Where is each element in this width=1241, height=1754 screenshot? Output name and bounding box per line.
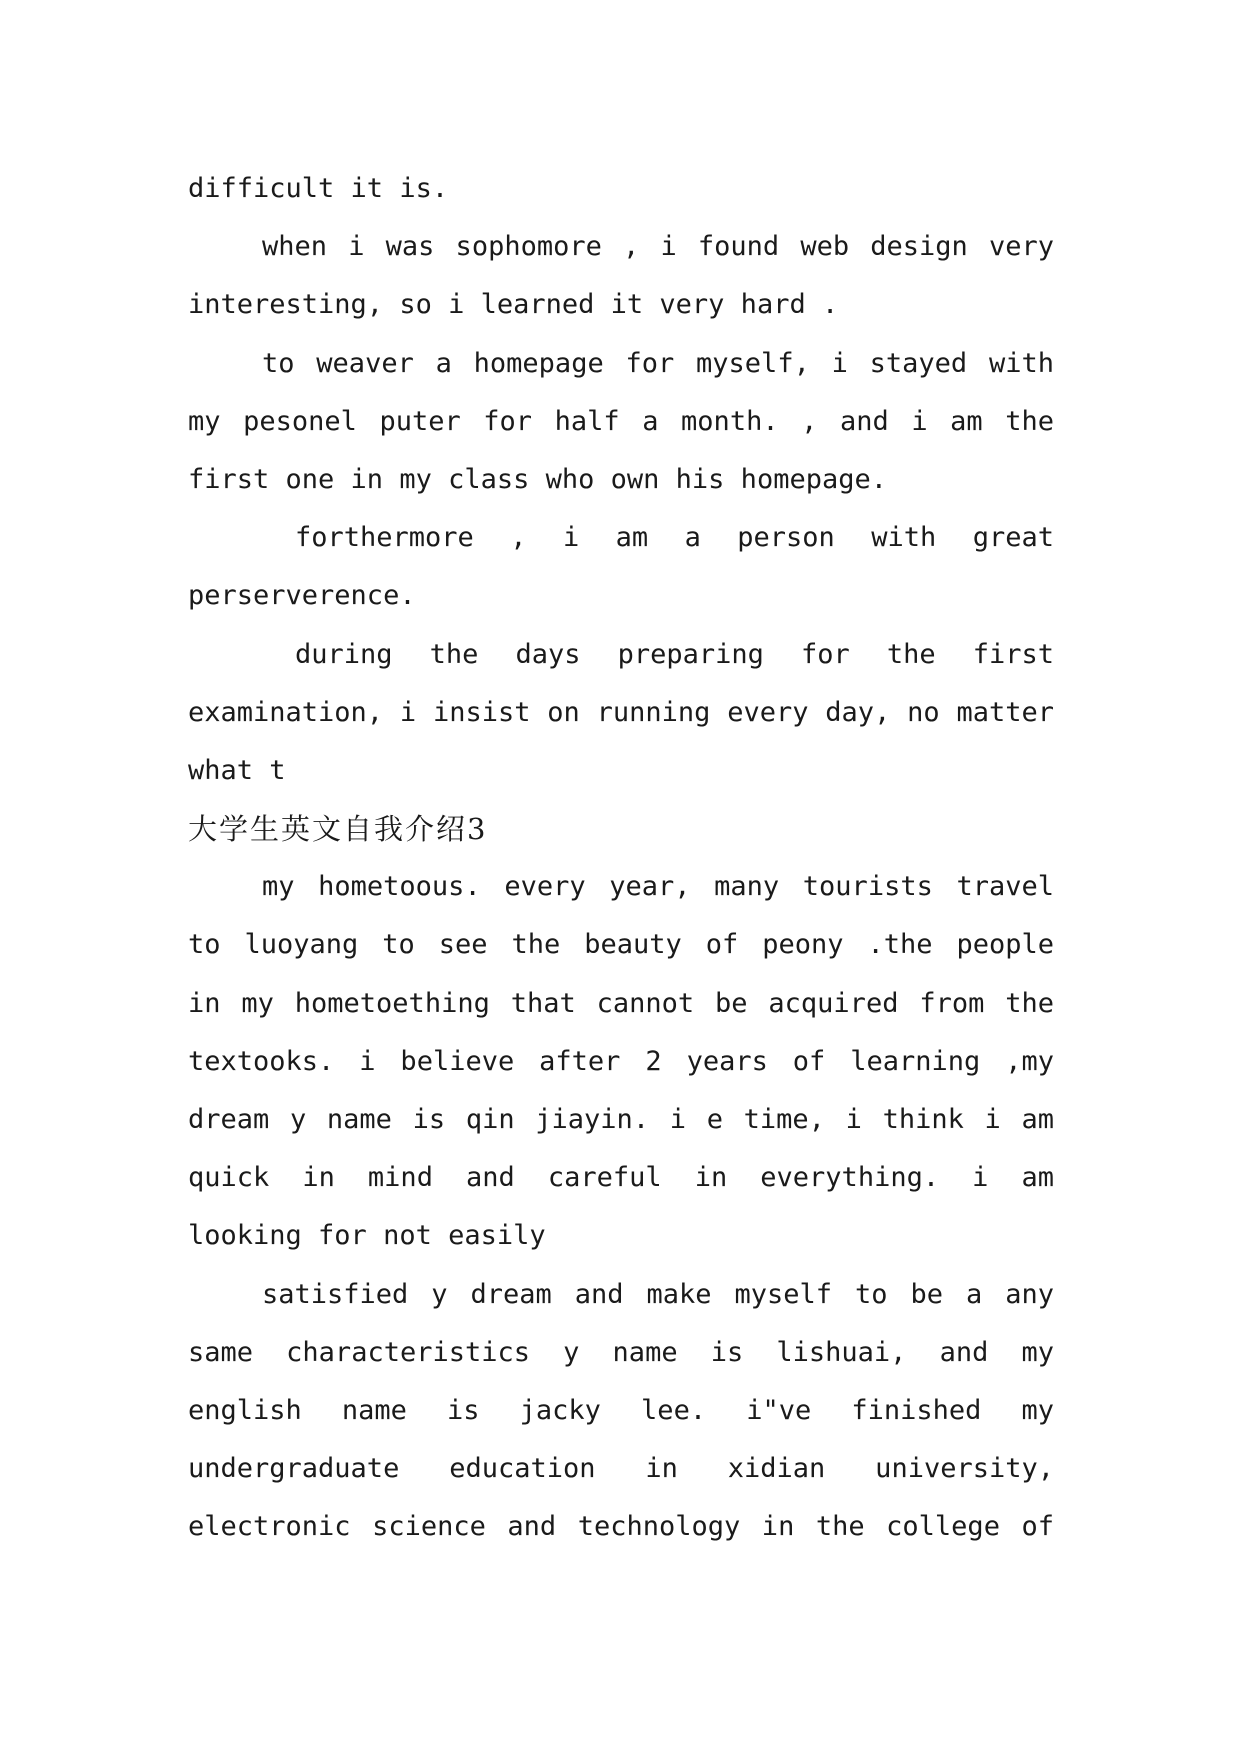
text-line: perserverence. — [188, 580, 416, 612]
text-line: difficult it is. — [188, 173, 449, 204]
text-line: my hometoous. every year, many tourists travel — [262, 871, 1054, 903]
text-line: same characteristics y name is lishuai, and my — [188, 1336, 1054, 1368]
document-body — [188, 160, 1054, 1557]
text-line: textooks. i believe after 2 years of learning ,my — [188, 1045, 1054, 1077]
text-line: to weaver a homepage for myself, i stayed with — [262, 347, 1054, 379]
text-line: forthermore , i am a person with great — [295, 522, 1054, 554]
text-line: when i was sophomore , i found web design very — [262, 231, 1054, 263]
text-line: english name is jacky lee. i"ve finished my — [188, 1394, 1054, 1426]
text-line: to luoyang to see the beauty of peony .the people — [188, 929, 1054, 961]
text-line: my pesonel puter for half a month. , and i am the — [188, 405, 1054, 437]
section-heading: 大学生英文自我介绍3 — [188, 812, 488, 847]
text-line: quick in mind and careful in everything. i am — [188, 1162, 1054, 1194]
text-line: during the days preparing for the first — [295, 638, 1054, 670]
text-line: dream y name is qin jiayin. i e time, i think i am — [188, 1104, 1054, 1135]
text-line: satisfied y dream and make myself to be a any — [262, 1278, 1054, 1310]
text-line: electronic science and technology in the college of — [188, 1511, 1054, 1543]
text-line: undergraduate education in xidian university, — [188, 1453, 1054, 1485]
text-line: looking for not easily — [188, 1220, 546, 1252]
text-line: interesting, so i learned it very hard . — [188, 289, 839, 321]
text-line: first one in my class who own his homepage. — [188, 463, 887, 495]
text-line: examination, i insist on running every day, no matter — [188, 696, 1054, 728]
text-line: what t — [188, 754, 286, 786]
text-line: in my hometoething that cannot be acquired from the — [188, 987, 1054, 1019]
